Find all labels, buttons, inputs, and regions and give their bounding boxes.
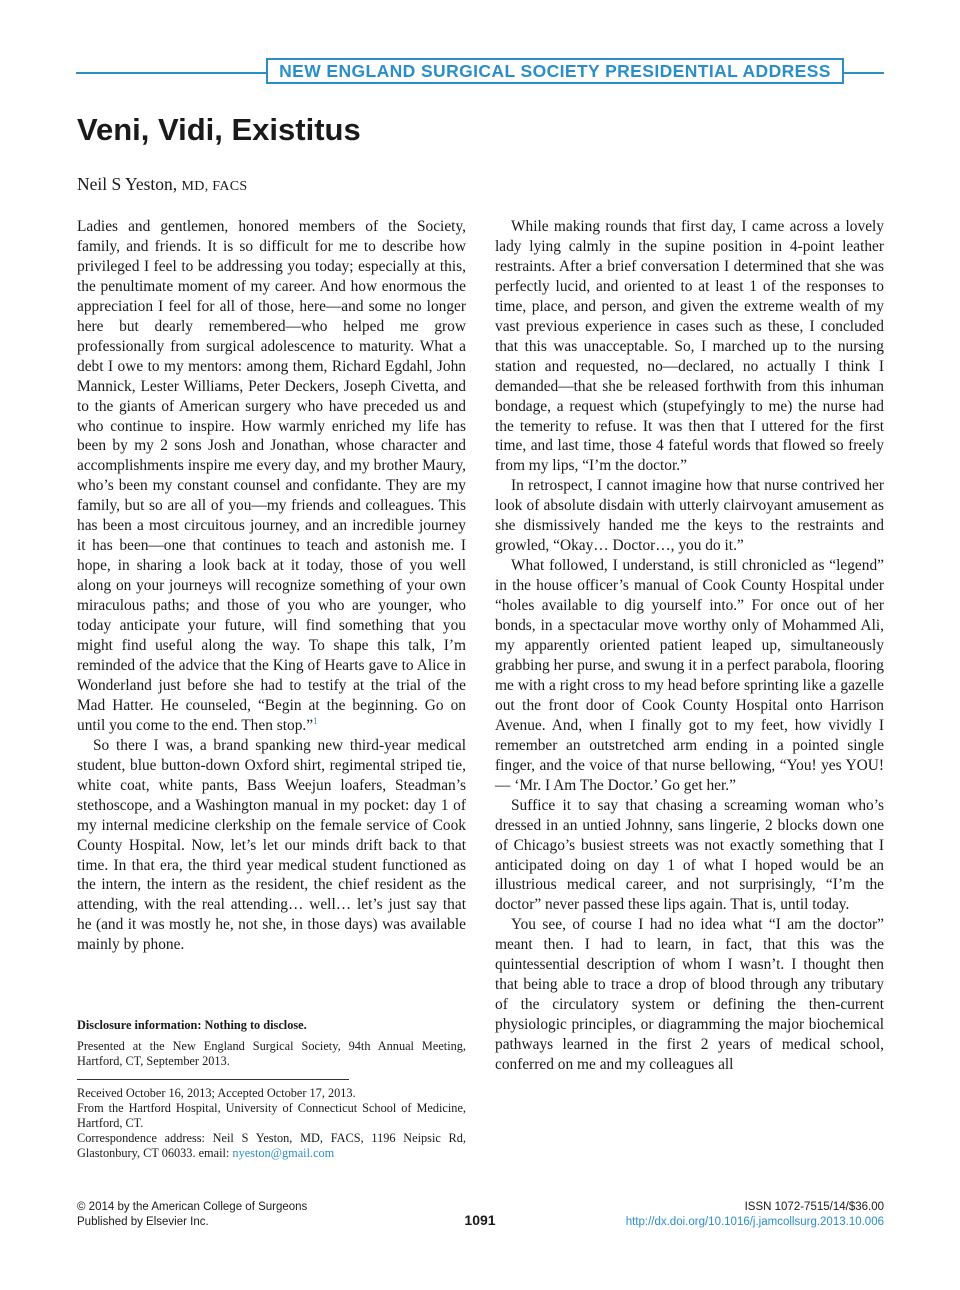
left-column — [77, 217, 466, 955]
body-paragraph: In retrospect, I cannot imagine how that nurse contrived her look of absolute disdain with utterly clairvoyant amusement as she dismissively handed me the keys to the restraints and growled, “Okay… Doctor…, you do it.” — [495, 477, 884, 555]
correspondence-address: Correspondence address: Neil S Yeston, MD, FACS, 1196 Neipsic Rd, Glastonbury, CT 06033. email: — [77, 1131, 466, 1161]
notes-divider — [77, 1079, 349, 1080]
article-notes — [77, 1018, 466, 1162]
article-title: Veni, Vidi, Existitus — [77, 112, 361, 147]
page-number: 1091 — [464, 1212, 496, 1228]
section-label: NEW ENGLAND SURGICAL SOCIETY PRESIDENTIAL ADDRESS — [279, 60, 831, 81]
banner-box — [266, 58, 844, 84]
body-paragraph — [77, 217, 466, 736]
body-paragraph: You see, of course I had no idea what “I am the doctor” meant then. I had to learn, in fact, that this was the quintessential description of whom I wasn’t. I thought then that being able to trace a drop of blood through any tributary of the circulatory system or defining the then-current physiologic principles, or diagramming the major biochemical pathways learned in the first 2 years of medical school, conferred on me and my colleagues all — [495, 916, 884, 1074]
footer-right — [626, 1200, 884, 1230]
right-column — [495, 217, 884, 1075]
correspondence-note — [77, 1131, 466, 1161]
disclosure-note: Disclosure information: Nothing to disclose. — [77, 1018, 307, 1032]
footnote-reference[interactable]: 1 — [313, 715, 318, 726]
body-paragraph: Suffice it to say that chasing a screaming woman who’s dressed in an untied Johnny, sans lingerie, 2 blocks down one of Chicago’s busiest streets was not exactly something that I anticipated doing on day 1 of what I hoped would be an illustrious medical career, and not surprisingly, “I’m the doctor” never passed these lips again. That is, until today. — [495, 796, 884, 914]
copyright-line: © 2014 by the American College of Surgeons — [77, 1201, 308, 1213]
body-paragraph: So there I was, a brand spanking new third-year medical student, blue button-down Oxford shirt, regimental striped tie, white coat, white pants, Bass Weejun loafers, Steadman’s stethoscope, and a Washington manual in my pocket: day 1 of my internal medicine clerkship on the female service of Cook County Hospital. Now, let’s let our minds drift back to that time. In that era, the third year medical student functioned as the intern, the intern as the resident, the chief resident as the attending, with the real attending… well… let’s just say that he (and it was mostly he, not she, in those days) was available mainly by phone. — [77, 736, 466, 954]
body-paragraph: While making rounds that first day, I came across a lovely lady lying calmly in the supine position in 4-point leather restraints. After a brief conversation I determined that she was perfectly lucid, and oriented to at least 1 of the responses to time, place, and person, and given the extreme wealth of my vast previous experience in cases such as these, I concluded that this was unacceptable. So, I marched up to the nursing station and requested, no—declared, no actually I think I demanded—that she be released forthwith from this inhuman bondage, a request which (stupefyingly to me) the nurse had the temerity to refuse. It was then that I uttered for the first time, and last time, those 4 fateful words that flowed so freely from my lips, “I’m the doctor.” — [495, 218, 884, 475]
author-credentials: MD, FACS — [181, 179, 248, 194]
presented-note: Presented at the New England Surgical Society, 94th Annual Meeting, Hartford, CT, September 2013. — [77, 1039, 466, 1069]
affiliation-note: From the Hartford Hospital, University of Connecticut School of Medicine, Hartford, CT. — [77, 1100, 466, 1131]
issn-line: ISSN 1072-7515/14/$36.00 — [744, 1201, 884, 1213]
author-name: Neil S Yeston, — [77, 174, 178, 194]
body-paragraph: What followed, I understand, is still chronicled as “legend” in the house officer’s manual of Cook County Hospital under “holes available to dig yourself into.” For once out of her bonds, in a spectacular move worthy only of Mohammed Ali, my apparently oriented patient leaped up, simultaneously grabbing her purse, and swung it in a perfect parabola, flooring me with a right cross to my head before sprinting like a gazelle out the front door of Cook County Hospital onto Harrison Avenue. And, when I finally got to my feet, how vividly I remember an outstretched arm ending in a pointed single finger, and the voice of that nurse bellowing, “You! yes YOU! — ‘Mr. I Am The Doctor.’ Go get her.” — [495, 557, 884, 794]
publisher-line: Published by Elsevier Inc. — [77, 1216, 209, 1228]
email-link[interactable]: nyeston@gmail.com — [232, 1146, 335, 1161]
paragraph-text: Ladies and gentlemen, honored members of the Society, family, and friends. It is so difficult for me to describe how privileged I feel to be addressing you today; especially at this, the penultimate moment of my career. And how enormous the appreciation I feel for all of those, here—and some no longer here but dearly remembered—who helped me grow professionally from surgical adolescence to maturity. What a debt I owe to my mentors: among them, Richard Egdahl, John Mannick, Lester Williams, Peter Deckers, Joseph Civetta, and to the giants of American surgery who have preceded us and who continue to inspire. How warmly enriched my life has been by my 2 sons Josh and Jonathan, whose character and accomplishments inspire me every day, and my brother Maury, who’s been my constant counsel and confidante. They are my family, but so are all of you—my friends and colleagues. This has been a most circuitous journey, and an incredible journey it has been—one that continues to teach and astonish me. I hope, in sharing a look back at it today, those of you well along on your journeys will recognize something of your own miraculous paths; and those of you who are younger, who today anticipate your future, will find something that you might find useful along the way. To shape this talk, I’m reminded of the advice that the King of Hearts gave to Alice in Wonderland just before she had to testify at the trial of the Mad Hatter. He counseled, “Begin at the beginning. Go on until you come to the end. Then stop.” — [77, 218, 466, 734]
section-banner — [76, 58, 884, 88]
received-note: Received October 16, 2013; Accepted October 17, 2013. — [77, 1085, 356, 1100]
doi-link[interactable]: http://dx.doi.org/10.1016/j.jamcollsurg.2013.10.006 — [625, 1216, 884, 1228]
author-line — [77, 174, 248, 195]
